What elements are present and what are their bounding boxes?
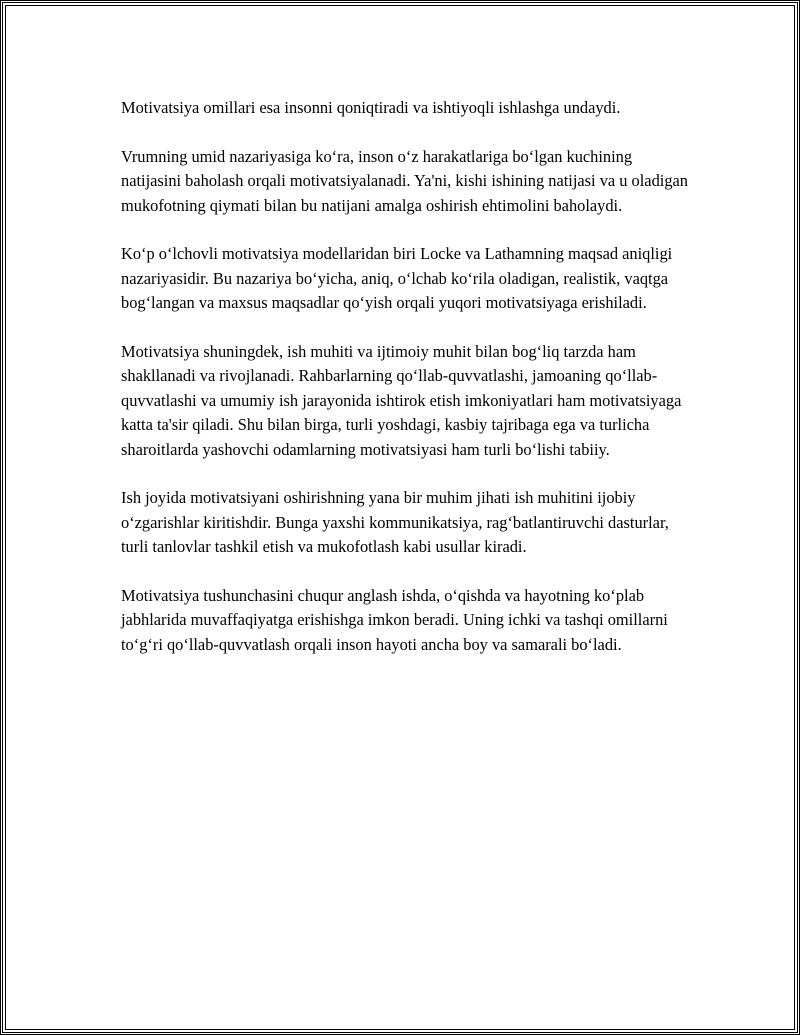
paragraph: Motivatsiya tushunchasini chuqur anglash ishda, oʻqishda va hayotning koʻplab jabhlarida muvaffaqiyatga erishishga imkon beradi. Uning ichki va tashqi omillarni toʻgʻri qoʻllab-quvvatlash orqali inson hayoti ancha boy va samarali boʻladi. bbox=[121, 586, 668, 654]
paragraph: Motivatsiya omillari esa insonni qoniqtiradi va ishtiyoqli ishlashga undaydi. bbox=[121, 98, 621, 117]
paragraph: Motivatsiya shuningdek, ish muhiti va ijtimoiy muhit bilan bogʻliq tarzda ham shakllanadi va rivojlanadi. Rahbarlarning qoʻllab-quvvatlashi, jamoaning qoʻllab-quvvatlashi va umumiy ish jarayonida ishtirok etish imkoniyatlari ham motivatsiyaga katta ta'sir qiladi. Shu bilan birga, turli yoshdagi, kasbiy tajribaga ega va turlicha sharoitlarda yashovchi odamlarning motivatsiyasi ham turli boʻlishi tabiiy. bbox=[121, 342, 682, 459]
document-body bbox=[121, 96, 691, 682]
paragraph: Ish joyida motivatsiyani oshirishning yana bir muhim jihati ish muhitini ijobiy oʻzgarishlar kiritishdir. Bunga yaxshi kommunikatsiya, ragʻbatlantiruvchi dasturlar, turli tanlovlar tashkil etish va mukofotlash kabi usullar kiradi. bbox=[121, 488, 669, 557]
paragraph: Koʻp oʻlchovli motivatsiya modellaridan biri Locke va Lathamning maqsad aniqligi nazariyasidir. Bu nazariya boʻyicha, aniq, oʻlchab koʻrila oladigan, realistik, vaqtga bogʻlangan va maxsus maqsadlar qoʻyish orqali yuqori motivatsiyaga erishiladi. bbox=[121, 244, 673, 313]
paragraph: Vrumning umid nazariyasiga koʻra, inson oʻz harakatlariga boʻlgan kuchining natijasini baholash orqali motivatsiyalanadi. Ya'ni, kishi ishining natijasi va u oladigan mukofotning qiymati bilan bu natijani amalga oshirish ehtimolini baholaydi. bbox=[121, 146, 688, 215]
